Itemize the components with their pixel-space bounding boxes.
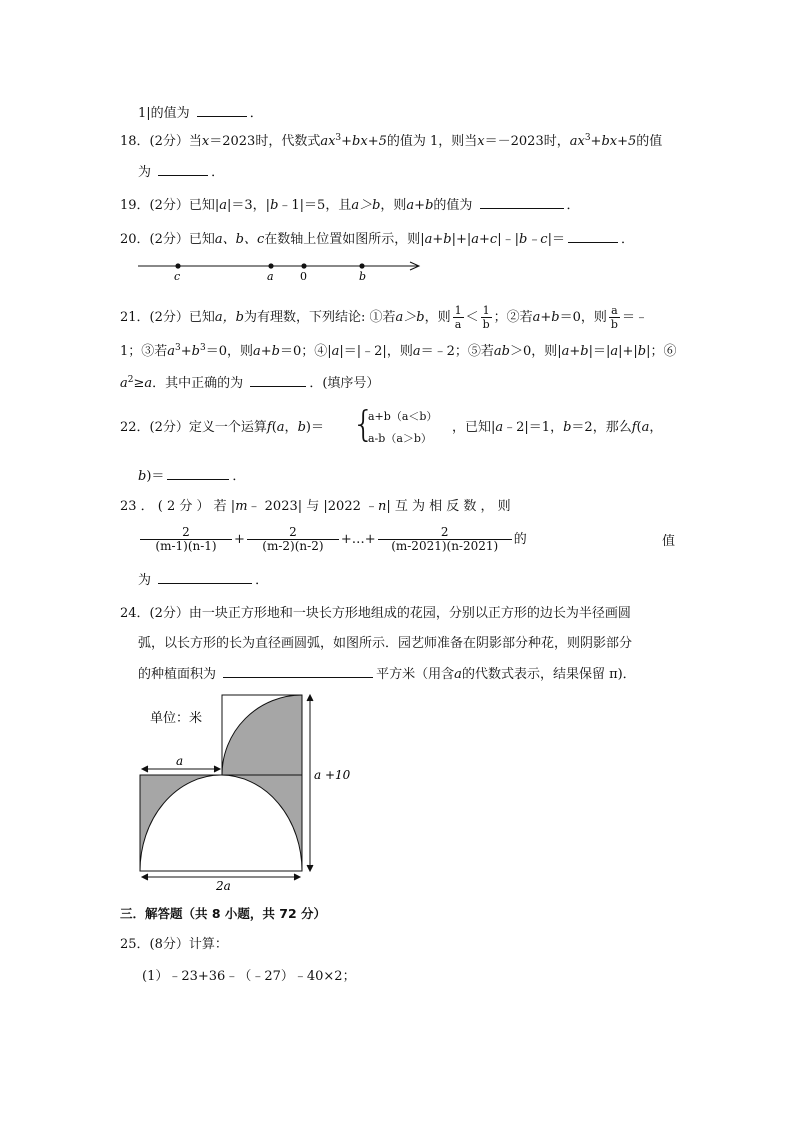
q22-text: 22．(2分）定义一个运算: [120, 420, 267, 435]
q22-var: f: [631, 420, 637, 435]
q19-var: a＞b: [351, 198, 381, 213]
q23-fraction-3: [378, 526, 512, 553]
point-0-label: 0: [300, 270, 307, 283]
piecewise-brace-icon: {: [352, 404, 375, 445]
point-a-label: a: [267, 270, 274, 283]
q20-line: 20．(2分）已知a、b、c在数轴上位置如图所示，则|a+b|+|a+c|﹣|b﹣c|＝ ．: [120, 232, 634, 247]
q24-answer-blank: [223, 665, 373, 678]
fraction-1-over-b: [481, 304, 492, 331]
q23-line3: 为 ．: [138, 573, 269, 588]
frac-num: 1: [481, 304, 492, 318]
q21-var: a: [144, 376, 153, 391]
frac-num: 2: [378, 526, 512, 540]
arrow-left-icon: [142, 766, 148, 772]
q22-line1-right: [452, 419, 662, 437]
q17-answer-blank: [197, 104, 247, 117]
q18-var: +bx+5: [590, 134, 637, 149]
q18-text: ＝2023时，代数式: [209, 134, 321, 149]
q21-var: ab: [493, 344, 510, 359]
q19-text: ﹣1|＝5，且: [278, 198, 352, 213]
q21-text: ；②若: [493, 310, 533, 325]
q20-answer-blank: [568, 230, 618, 243]
q23-seg: [120, 498, 511, 516]
q21-text: |＝|﹣2|，则: [339, 344, 413, 359]
q17-text: 1|的值为: [138, 106, 190, 121]
q21-answer-blank: [250, 374, 306, 387]
q23-text: +: [234, 532, 245, 547]
q18-exp: 3: [335, 133, 342, 143]
q21-text: 1；③若: [120, 344, 168, 359]
q18-text: 为: [138, 165, 152, 180]
q18-answer-blank: [158, 163, 208, 176]
q21-text: ＞0，则|: [509, 344, 562, 359]
frac-den: (m-1)(n-1): [155, 539, 217, 553]
q20-text: 20．(2分）已知: [120, 232, 215, 247]
q24-line2: 弧，以长方形的长为直径画圆弧，如图所示．园艺师准备在阴影部分种花，则阴影部分: [138, 636, 633, 651]
q22-var: a: [495, 420, 504, 435]
q22-var: b: [297, 420, 306, 435]
arrow-down-icon: [307, 865, 313, 871]
q18-var: +bx+5: [341, 134, 387, 149]
q18-text: 的值为 1，则当: [386, 134, 478, 149]
q23-var: n: [378, 499, 387, 514]
q18-var: x: [201, 134, 210, 149]
q20-var: a+b: [424, 232, 452, 247]
q18-var: x: [477, 134, 485, 149]
dim-height-label: a +10: [314, 768, 351, 782]
q22-text: (: [636, 420, 642, 435]
q21-var: a+b: [253, 344, 280, 359]
q22-text: )＝: [146, 469, 165, 484]
q19-text: |＝3，|: [227, 198, 271, 213]
q21-var: b: [637, 344, 647, 359]
q23-text: 为: [138, 573, 152, 588]
q19-var: b: [270, 198, 279, 213]
dim-a-label: a: [176, 754, 184, 768]
q20-text: |+|: [451, 232, 472, 247]
garden-figure: [130, 690, 366, 893]
section-3-heading: 三．解答题（共 8 小题，共 72 分）: [120, 906, 327, 921]
q21-exp: 3: [175, 343, 181, 353]
q18-var: ax: [569, 134, 585, 149]
arrow-up-icon: [307, 695, 313, 701]
q23-var: m: [235, 499, 248, 514]
q19-text: ，则: [380, 198, 407, 213]
q21-line3: [120, 374, 379, 393]
q18-var: ax: [320, 134, 336, 149]
point-b-label: b: [359, 270, 367, 283]
arrow-right-icon: [214, 766, 220, 772]
q22-var: b: [563, 420, 572, 435]
q20-var: a+c: [471, 232, 498, 247]
q22-line1-left: [120, 419, 324, 437]
point-a-dot: [268, 263, 273, 268]
q21-var: a: [412, 344, 421, 359]
q19-line: 19．(2分）已知|a|＝3，|b﹣1|＝5，且a＞b，则a+b的值为 ．: [120, 198, 580, 213]
q19-text: 19．(2分）已知|: [120, 198, 220, 213]
frac-num: 2: [140, 526, 232, 540]
q25-part1: (1）﹣23+36﹣（﹣27）﹣40×2；: [142, 969, 356, 984]
q25-title: 25．(8分）计算：: [120, 937, 228, 952]
q23-text: 值: [662, 534, 676, 549]
q21-exp: 3: [200, 343, 206, 353]
q22-text: ，已知|: [452, 420, 496, 435]
q21-text: ＝0，则: [559, 310, 607, 325]
q21-text: ＝0；④|: [279, 344, 332, 359]
fraction-1-over-a: [453, 304, 464, 331]
q22-var: f: [266, 420, 272, 435]
point-c-dot: [175, 263, 180, 268]
arrow-right-icon: [294, 874, 300, 880]
q21-text: ＝0，则: [205, 344, 254, 359]
dim-2a-label: 2a: [216, 879, 231, 893]
q22-var: a: [641, 420, 650, 435]
q21-var: a: [331, 344, 340, 359]
q21-var: a: [167, 344, 176, 359]
q17-tail: 1|的值为 ．: [138, 106, 263, 121]
q21-text: 21．(2分）已知: [120, 310, 215, 325]
frac-num: 2: [247, 526, 339, 540]
point-c-label: c: [174, 270, 181, 283]
q22-var: b: [138, 469, 147, 484]
q18-line1: [120, 133, 662, 151]
number-line-figure: [130, 256, 430, 284]
unit-label: 单位：米: [150, 711, 203, 726]
q21-text: |；⑥: [646, 344, 677, 359]
q22-answer-blank: [167, 467, 229, 480]
q20-var: b﹣c: [518, 232, 548, 247]
q23-line2: [138, 526, 674, 553]
q21-text: ＝﹣2；⑤若: [420, 344, 494, 359]
q18-text: ＝－2023时，: [484, 134, 570, 149]
q21-var: a: [610, 344, 619, 359]
frac-num: 1: [454, 304, 462, 317]
point-0-dot: [301, 263, 306, 268]
q18-text: 18．(2分）当: [120, 134, 202, 149]
q21-var: a: [120, 376, 128, 391]
q22-text: ，: [649, 420, 663, 435]
q24-text: 平方米（用含: [376, 667, 455, 682]
q23-answer-blank: [158, 571, 252, 584]
q18-line2: 为 ．: [138, 165, 225, 180]
q20-text: |＝: [547, 232, 565, 247]
q23-fraction-2: [247, 526, 339, 553]
q21-text: ＝﹣: [621, 310, 648, 325]
frac-den: b: [610, 318, 618, 331]
q19-answer-blank: [480, 196, 564, 209]
q22-text: ，: [284, 420, 298, 435]
q22-text: ﹣2|＝1，: [503, 420, 564, 435]
frac-den: (m-2021)(n-2021): [391, 539, 499, 553]
piecewise-case-1: a+b（a＜b）: [368, 410, 438, 423]
q21-var: a＞b: [395, 310, 425, 325]
q23-text: | 互 为 相 反 数 ， 则: [386, 499, 511, 514]
q23-line1: [120, 498, 676, 516]
q21-text: ．(填序号）: [309, 376, 380, 391]
frac-den: b: [482, 318, 490, 331]
frac-den: (m-2)(n-2): [262, 539, 324, 553]
q21-text: |＝|: [588, 344, 611, 359]
q23-fraction-1: [140, 526, 232, 553]
q22-var: a: [276, 420, 285, 435]
fraction-a-over-b: [609, 304, 620, 331]
q18-text: 的值: [636, 134, 663, 149]
q23-text: +…+: [340, 532, 376, 547]
q21-line2: [120, 343, 676, 361]
q21-text: ＜: [465, 310, 479, 325]
q21-var: a+b: [561, 344, 589, 359]
q21-text: |+|: [618, 344, 638, 359]
q20-text: |﹣|: [497, 232, 519, 247]
q21-var: +b: [180, 344, 200, 359]
q24-var: a: [454, 667, 462, 682]
q21-text: ．其中正确的为: [152, 376, 244, 391]
q21-text: 为有理数，下列结论: ①若: [243, 310, 396, 325]
q24-line1: 24．(2分）由一块正方形地和一块长方形地组成的花园，分别以正方形的边长为半径画圆: [120, 606, 631, 621]
q21-var: a+b: [532, 310, 560, 325]
q21-text: ≥: [133, 376, 145, 391]
q21-exp: 2: [127, 375, 134, 385]
q22-text: ＝2，那么: [571, 420, 632, 435]
q24-line3: [138, 665, 636, 684]
q24-text: 的代数式表示，结果保留 π)．: [461, 667, 636, 682]
arrow-left-icon: [142, 874, 148, 880]
q22-line2: b)＝ ．: [138, 469, 246, 484]
q19-var: a: [219, 198, 228, 213]
q23-text: 23 ． ( 2 分 ） 若 |: [120, 499, 236, 514]
q19-text: 的值为: [433, 198, 473, 213]
q23-text: ﹣ 2023| 与 |2022 ﹣: [247, 499, 378, 514]
q21-text: ，则: [424, 310, 451, 325]
point-b-dot: [359, 263, 364, 268]
frac-num: a: [609, 304, 620, 318]
q24-text: 的种植面积为: [138, 667, 217, 682]
q22-text: )＝: [305, 420, 324, 435]
q21-var: a，b: [214, 310, 244, 325]
q19-var: a+b: [406, 198, 434, 213]
piecewise-case-2: a-b（a＞b）: [368, 432, 432, 445]
q18-exp: 3: [584, 133, 591, 143]
q23-text: 的: [513, 532, 527, 547]
q22-text: (: [271, 420, 277, 435]
q20-var: a、b、c: [214, 232, 265, 247]
q21-line1: [120, 304, 648, 331]
frac-den: a: [454, 318, 462, 331]
q20-text: 在数轴上位置如图所示，则|: [264, 232, 425, 247]
